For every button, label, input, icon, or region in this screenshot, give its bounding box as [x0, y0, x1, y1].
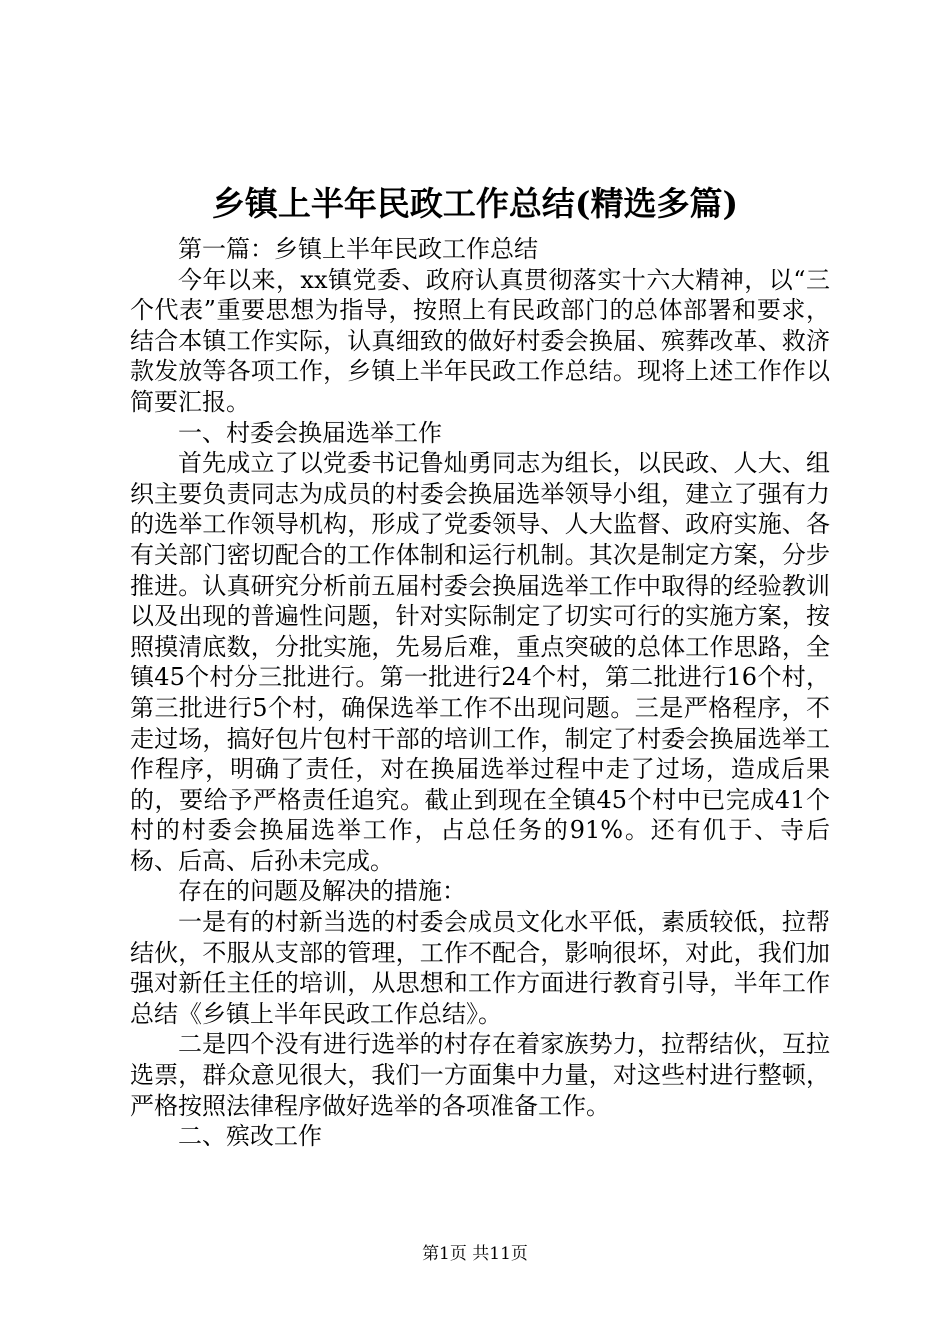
election-paragraph: 首先成立了以党委书记鲁灿勇同志为组长，以民政、人大、组织主要负责同志为成员的村委会换届选举领导小组，建立了强有力的选举工作领导机构，形成了党委领导、人大监督、政府实施、各有关部门密切配合的工作体制和运行机制。其次是制定方案，分步推进。认真研究分析前五届村委会换届选举工作中取得的经验教训以及出现的普遍性问题，针对实际制定了切实可行的实施方案，按照摸清底数，分批实施，先易后难，重点突破的总体工作思路，全镇45个村分三批进行。第一批进行24个村，第二批进行16个村，第三批进行5个村，确保选举工作不出现问题。三是严格程序，不走过场，搞好包片包村干部的培训工作，制定了村委会换届选举工作程序，明确了责任，对在换届选举过程中走了过场，造成后果的，要给予严格责任追究。截止到现在全镇45个村中已完成41个村的村委会换届选举工作，占总任务的91%。还有仉于、寺后杨、后高、后孙未完成。: [130, 449, 830, 875]
problem-one-paragraph: 一是有的村新当选的村委会成员文化水平低，素质较低，拉帮结伙，不服从支部的管理，工作不配合，影响很坏，对此，我们加强对新任主任的培训，从思想和工作方面进行教育引导，半年工作总结《乡镇上半年民政工作总结》。: [130, 908, 830, 1028]
document-body: [130, 234, 830, 1152]
problems-heading: 存在的问题及解决的措施：: [178, 877, 466, 906]
section-heading-part-one: 第一篇：乡镇上半年民政工作总结: [178, 235, 538, 263]
document-title: 乡镇上半年民政工作总结(精选多篇): [211, 184, 739, 223]
section-heading-funeral-reform: 二、殡改工作: [178, 1122, 322, 1151]
page-number-footer: 第1页 共11页: [422, 1244, 528, 1264]
section-heading-election: 一、村委会换届选举工作: [178, 418, 442, 447]
problem-two-paragraph: 二是四个没有进行选举的村存在着家族势力，拉帮结伙，互拉选票，群众意见很大，我们一方面集中力量，对这些村进行整顿，严格按照法律程序做好选举的各项准备工作。: [130, 1030, 830, 1120]
intro-paragraph: 今年以来，xx镇党委、政府认真贯彻落实十六大精神，以“三个代表”重要思想为指导，按照上有民政部门的总体部署和要求，结合本镇工作实际，认真细致的做好村委会换届、殡葬改革、救济款发放等各项工作，乡镇上半年民政工作总结。现将上述工作作以简要汇报。: [130, 265, 830, 416]
